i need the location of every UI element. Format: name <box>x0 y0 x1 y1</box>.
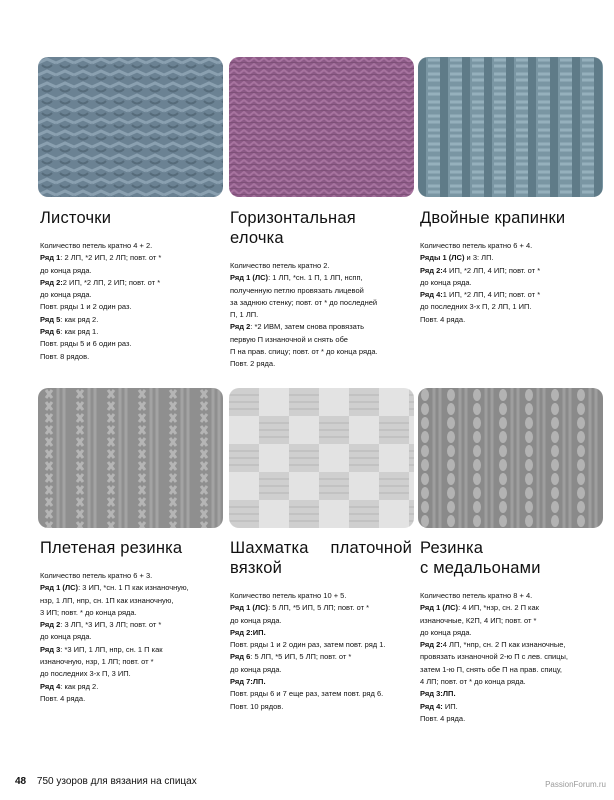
instruction-text: до конца ряда. <box>420 277 472 287</box>
instruction-text: первую П изнаночной и снять обе <box>230 334 348 344</box>
instruction-text: : 5 ЛП, *5 ИП, 5 ЛП; повт. от * <box>268 603 370 613</box>
instruction-text: Повт. 4 ряда. <box>420 713 466 723</box>
instruction-line <box>420 277 602 289</box>
instruction-line <box>40 619 222 631</box>
row-label: Ряд 7:ЛП. <box>230 677 266 687</box>
instruction-line <box>420 664 602 676</box>
instruction-line <box>40 582 222 594</box>
instruction-line <box>230 651 412 663</box>
swatch-double-moss <box>418 57 603 197</box>
instruction-text: : 1 ЛП, *сн. 1 П, 1 ЛП, нспп, <box>268 273 363 283</box>
row-label: Ряд 3 <box>40 644 61 654</box>
instruction-text: Количество петель кратно 2. <box>230 261 330 270</box>
instruction-text: изнаночную, нзр, 1 ЛП; повт. от * <box>40 657 154 667</box>
instruction-text: Повт. ряды 6 и 7 еще раз, затем повт. ряд 6. <box>230 689 384 699</box>
instruction-line <box>40 607 222 619</box>
instruction-text: Повт. 4 ряда. <box>40 693 86 703</box>
row-label: Ряд 5 <box>40 314 61 324</box>
instruction-line <box>40 277 222 289</box>
instruction-line <box>420 265 602 277</box>
instruction-text: и 3: ЛП. <box>464 253 494 263</box>
row-label: Ряды 1 (ЛС) <box>420 253 465 263</box>
instruction-line <box>420 240 602 252</box>
pattern-title: Резинка с медальонами <box>420 539 541 577</box>
pattern-instructions <box>230 590 412 713</box>
instruction-text: Повт. ряды 1 и 2 один раз, затем повт. ряд 1. <box>230 640 386 650</box>
pattern-instructions <box>420 590 602 725</box>
pattern-title: Плетеная резинка <box>40 539 183 557</box>
instruction-text: П, 1 ЛП. <box>230 310 259 320</box>
instruction-line <box>40 570 222 582</box>
instruction-text: : 4 ИП, *нзр, сн. 2 П как <box>458 603 539 613</box>
instruction-text: 3 ИП; повт. * до конца ряда. <box>40 607 137 617</box>
row-label: Ряд 2 <box>230 322 251 332</box>
instruction-line <box>40 656 222 668</box>
instruction-line <box>230 358 412 370</box>
instruction-line <box>40 338 222 350</box>
instruction-text: 1 ИП, *2 ЛП, 4 ИП; повт. от * <box>442 290 541 300</box>
pattern-instructions <box>230 260 412 371</box>
row-label: Ряд 1 (ЛС) <box>40 583 79 593</box>
instruction-line <box>230 346 412 358</box>
row-label: Ряд 4 <box>40 681 61 691</box>
instruction-line <box>420 289 602 301</box>
instruction-text: : как ряд 2. <box>60 314 99 324</box>
instruction-line <box>420 602 602 614</box>
pattern-instructions <box>40 570 222 705</box>
instruction-text: : 3 ИП, *сн. 1 П как изнаночную, <box>78 583 189 593</box>
pattern-block-horizontal-herringbone <box>230 208 412 371</box>
pattern-title: Горизонтальная елочка <box>230 209 356 247</box>
instruction-text: полученную петлю провязать лицевой <box>230 285 364 295</box>
instruction-line <box>230 627 412 639</box>
row-label: Ряд 2:ИП. <box>230 627 266 637</box>
swatch-leaves <box>38 57 223 197</box>
row-label: Ряд 2 <box>40 620 61 630</box>
instruction-text: Повт. 2 ряда. <box>230 359 276 369</box>
instruction-text: 2 ИП, *2 ЛП, 2 ИП; повт. от * <box>62 277 161 287</box>
instruction-line <box>420 676 602 688</box>
instruction-line <box>420 314 602 326</box>
title-word: Шахматка <box>230 539 309 557</box>
swatch-medallion-rib <box>418 388 603 528</box>
instruction-line <box>230 334 412 346</box>
watermark: PassionForum.ru <box>545 780 606 789</box>
pattern-block-medallion-rib <box>420 538 602 725</box>
pattern-instructions <box>420 240 602 326</box>
instruction-text: Повт. 10 рядов. <box>230 701 284 711</box>
instruction-line <box>40 693 222 705</box>
instruction-text: : 3 ЛП, *3 ИП, 3 ЛП; повт. от * <box>60 620 162 630</box>
instruction-line <box>420 615 602 627</box>
instruction-line <box>420 590 602 602</box>
instruction-line <box>230 321 412 333</box>
instruction-text: : 2 ЛП, *2 ИП, 2 ЛП; повт. от * <box>60 253 162 263</box>
instruction-text: Повт. ряды 5 и 6 один раз. <box>40 339 132 349</box>
instruction-line <box>40 351 222 363</box>
instruction-line <box>230 260 412 272</box>
instruction-line <box>40 631 222 643</box>
instruction-line <box>40 681 222 693</box>
row-label: Ряд 4: <box>420 701 443 711</box>
instruction-line <box>40 252 222 264</box>
instruction-text: до конца ряда. <box>40 265 92 275</box>
instruction-text: до конца ряда. <box>230 664 282 674</box>
pattern-block-garter-checkerboard <box>230 538 412 713</box>
instruction-line <box>420 701 602 713</box>
instruction-text: Количество петель кратно 10 + 5. <box>230 591 347 600</box>
instruction-line <box>420 627 602 639</box>
instruction-text: Количество петель кратно 6 + 4. <box>420 241 533 250</box>
pattern-block-double-moss <box>420 208 602 326</box>
instruction-text: Количество петель кратно 6 + 3. <box>40 571 153 580</box>
instruction-line <box>40 301 222 313</box>
instruction-text: до конца ряда. <box>40 632 92 642</box>
instruction-line <box>420 713 602 725</box>
row-label: Ряд 2: <box>420 640 443 650</box>
instruction-line <box>420 651 602 663</box>
swatch-garter-checkerboard <box>229 388 414 528</box>
instruction-text: за заднюю стенку; повт. от * до последней <box>230 297 378 307</box>
pattern-title: Двойные крапинки <box>420 209 566 227</box>
instruction-line <box>420 688 602 700</box>
row-label: Ряд 6 <box>230 652 251 662</box>
row-label: Ряд 4: <box>420 290 443 300</box>
instruction-text: изнаночные, К2П, 4 ИП; повт. от * <box>420 615 537 625</box>
row-label: Ряд 1 <box>40 253 61 263</box>
instruction-text: до конца ряда. <box>420 627 472 637</box>
instruction-text: 4 ЛП; повт. от * до конца ряда. <box>420 677 526 687</box>
instruction-line <box>40 289 222 301</box>
instruction-text: провязать изнаночной 2-ю П с лев. спицы, <box>420 652 568 662</box>
instruction-text: до последних 3-х П, 2 ЛП, 1 ИП. <box>420 302 532 312</box>
instruction-line <box>230 639 412 651</box>
instruction-text: до конца ряда. <box>40 290 92 300</box>
instruction-line <box>230 602 412 614</box>
instruction-line <box>230 309 412 321</box>
instruction-text: : как ряд 1. <box>60 327 99 337</box>
instruction-line <box>40 314 222 326</box>
book-title: 750 узоров для вязания на спицах <box>36 776 197 787</box>
pattern-instructions <box>40 240 222 363</box>
title-line-justified <box>230 538 412 558</box>
instruction-text: 4 ИП, *2 ЛП, 4 ИП; повт. от * <box>442 265 541 275</box>
instruction-line <box>40 240 222 252</box>
instruction-text: до последних 3-х П, 3 ИП. <box>40 669 131 679</box>
instruction-line <box>230 688 412 700</box>
page-footer <box>15 776 197 787</box>
swatch-braided-rib <box>38 388 223 528</box>
instruction-line <box>40 595 222 607</box>
swatch-horizontal-herringbone <box>229 57 414 197</box>
pattern-title: Шахматка платочной вязкой <box>230 539 412 577</box>
instruction-line <box>230 297 412 309</box>
row-label: Ряд 1 (ЛС) <box>420 603 459 613</box>
instruction-text: Количество петель кратно 8 + 4. <box>420 591 533 600</box>
instruction-text: Повт. ряды 1 и 2 один раз. <box>40 302 132 312</box>
instruction-line <box>230 701 412 713</box>
row-label: Ряд 1 (ЛС) <box>230 603 269 613</box>
row-label: Ряд 3:ЛП. <box>420 689 456 699</box>
instruction-text: П на прав. спицу; повт. от * до конца ряда. <box>230 347 378 357</box>
pattern-block-braided-rib <box>40 538 222 705</box>
page-number: 48 <box>15 776 27 787</box>
instruction-line <box>230 285 412 297</box>
instruction-text: до конца ряда. <box>230 615 282 625</box>
instruction-text: Повт. 4 ряда. <box>420 314 466 324</box>
instruction-line <box>40 265 222 277</box>
instruction-line <box>230 272 412 284</box>
instruction-text: затем 1-ю П, снять обе П на прав. спицу, <box>420 664 562 674</box>
instruction-text: : как ряд 2. <box>60 681 99 691</box>
instruction-line <box>420 639 602 651</box>
instruction-line <box>230 590 412 602</box>
instruction-text: Количество петель кратно 4 + 2. <box>40 241 153 250</box>
title-word: платочной <box>330 539 412 557</box>
row-label: Ряд 1 (ЛС) <box>230 273 269 283</box>
pattern-title: Листочки <box>40 209 112 227</box>
instruction-text: : *2 ИВМ, затем снова провязать <box>250 322 365 332</box>
row-label: Ряд 2: <box>40 277 63 287</box>
instruction-text: : 5 ЛП, *5 ИП, 5 ЛП; повт. от * <box>250 652 352 662</box>
instruction-line <box>420 252 602 264</box>
instruction-line <box>230 676 412 688</box>
instruction-text: нзр, 1 ЛП, нпр, сн. 1П как изнаночную, <box>40 595 174 605</box>
instruction-line <box>230 664 412 676</box>
instruction-line <box>230 615 412 627</box>
instruction-text: Повт. 8 рядов. <box>40 351 90 361</box>
instruction-line <box>420 301 602 313</box>
instruction-line <box>40 668 222 680</box>
row-label: Ряд 6 <box>40 327 61 337</box>
instruction-text: ИП. <box>442 701 458 711</box>
row-label: Ряд 2: <box>420 265 443 275</box>
instruction-text: : *3 ИП, 1 ЛП, нпр, сн. 1 П как <box>60 644 163 654</box>
instruction-text: 4 ЛП, *нпр, сн. 2 П как изнаночные, <box>442 640 566 650</box>
instruction-line <box>40 644 222 656</box>
instruction-line <box>40 326 222 338</box>
pattern-block-leaves <box>40 208 222 363</box>
